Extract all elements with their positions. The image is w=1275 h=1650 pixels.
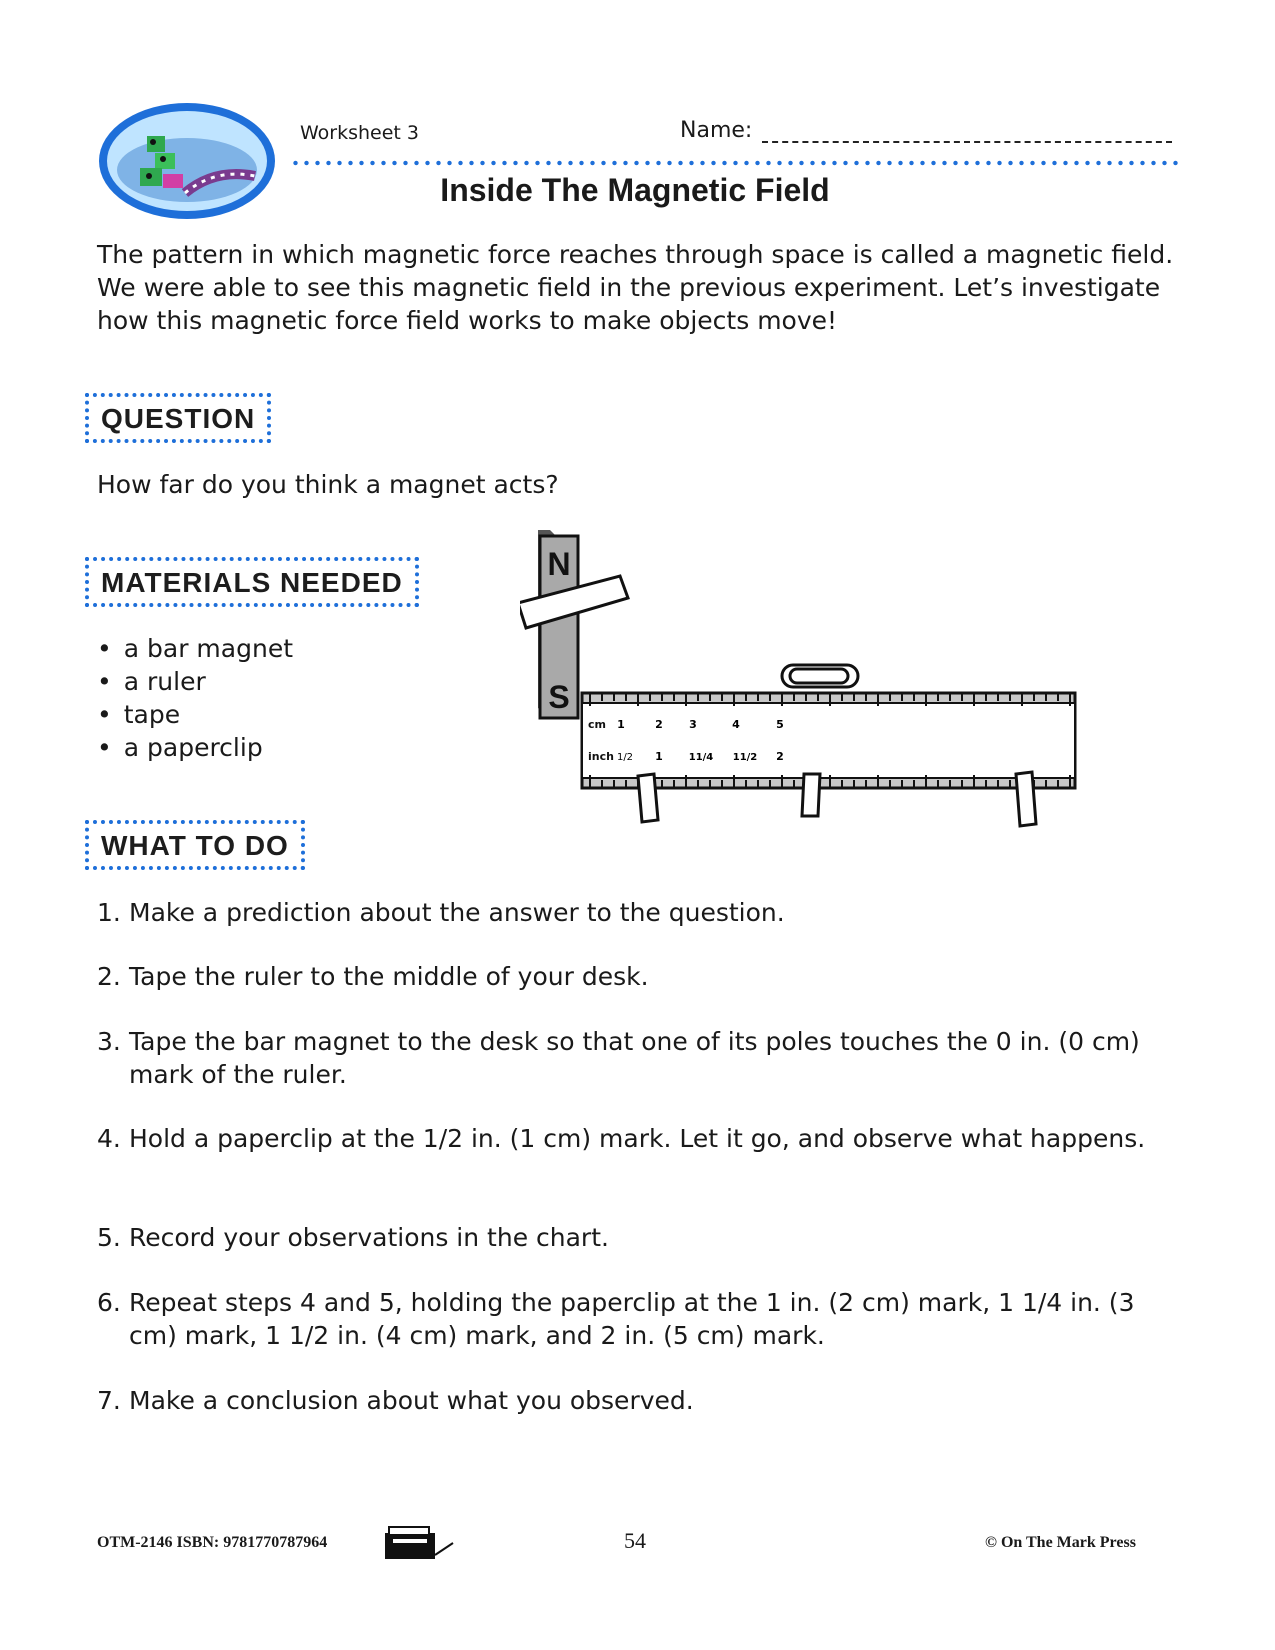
list-item <box>97 1025 1187 1091</box>
ruler-inch-mark: 1/2 <box>616 752 634 763</box>
step-number: 5. <box>97 1223 121 1252</box>
footer-publisher: © On The Mark Press <box>985 1534 1136 1551</box>
list-item: • a ruler <box>97 665 293 698</box>
ruler-inch-label: inch <box>588 750 614 763</box>
step-text: Tape the bar magnet to the desk so that one of its poles touches the 0 in. (0 cm) mark of the ruler. <box>129 1027 1140 1089</box>
ruler-cm-mark: 4 <box>732 718 740 731</box>
logo-image <box>95 98 285 228</box>
step-number: 1. <box>97 898 121 927</box>
magnet-ruler-illustration <box>520 528 1135 863</box>
list-item <box>97 1221 1187 1254</box>
dotted-divider <box>290 160 1182 166</box>
ruler-cm-mark: 3 <box>689 718 697 731</box>
step-number: 2. <box>97 962 121 991</box>
step-text: Record your observations in the chart. <box>129 1223 609 1252</box>
ruler <box>582 693 1075 788</box>
step-number: 6. <box>97 1288 121 1317</box>
ruler-inch-mark: 11/4 <box>688 752 714 763</box>
page-number: 54 <box>624 1528 646 1553</box>
step-number: 7. <box>97 1386 121 1415</box>
materials-list <box>97 632 293 764</box>
step-text: Hold a paperclip at the 1/2 in. (1 cm) mark. Let it go, and observe what happens. <box>129 1124 1146 1153</box>
ruler-cm-mark: 1 <box>617 718 625 731</box>
page-title: Inside The Magnetic Field <box>440 172 830 208</box>
list-item <box>97 1384 1187 1417</box>
step-text: Make a prediction about the answer to the question. <box>129 898 785 927</box>
list-item <box>97 896 1187 929</box>
list-item <box>97 1286 1187 1352</box>
ruler-cm-mark: 2 <box>655 718 663 731</box>
footer-code: OTM-2146 ISBN: 9781770787964 <box>97 1534 328 1551</box>
question-heading: QUESTION <box>85 393 271 443</box>
question-text: How far do you think a magnet acts? <box>97 470 559 499</box>
ruler-inch-mark: 2 <box>776 750 784 763</box>
name-field[interactable] <box>762 141 1172 143</box>
list-item <box>97 1122 1187 1155</box>
step-number: 4. <box>97 1124 121 1153</box>
tape-tab <box>802 774 820 816</box>
paperclip <box>782 665 858 687</box>
tape-tab <box>638 774 658 822</box>
name-label: Name: <box>680 118 753 143</box>
ruler-inch-mark: 11/2 <box>732 752 758 763</box>
list-item: • a paperclip <box>97 731 293 764</box>
tape-tab <box>1016 772 1036 826</box>
intro-paragraph: The pattern in which magnetic force reaches through space is called a magnetic field. We were able to see this magnetic field in the previous experiment. Let’s investigate how this magnetic force field works to make objects move! <box>97 240 1174 335</box>
list-item: • tape <box>97 698 293 731</box>
magnet-south-label: S <box>548 679 570 715</box>
worksheet-label: Worksheet 3 <box>300 122 420 144</box>
materials-heading: MATERIALS NEEDED <box>85 557 419 607</box>
list-item: • a bar magnet <box>97 632 293 665</box>
printer-icon <box>383 1525 455 1561</box>
step-text: Make a conclusion about what you observed. <box>129 1386 694 1415</box>
step-text: Tape the ruler to the middle of your desk. <box>129 962 649 991</box>
step-number: 3. <box>97 1027 121 1056</box>
ruler-cm-label: cm <box>588 718 606 731</box>
ruler-cm-mark: 5 <box>776 718 784 731</box>
what-to-do-heading: WHAT TO DO <box>85 820 305 870</box>
list-item <box>97 960 1187 993</box>
magnet-north-label: N <box>547 546 571 582</box>
ruler-inch-mark: 1 <box>655 750 663 763</box>
step-text: Repeat steps 4 and 5, holding the paperclip at the 1 in. (2 cm) mark, 1 1/4 in. (3 cm) mark, 1 1/2 in. (4 cm) mark, and 2 in. (5 cm) mark. <box>129 1288 1135 1350</box>
